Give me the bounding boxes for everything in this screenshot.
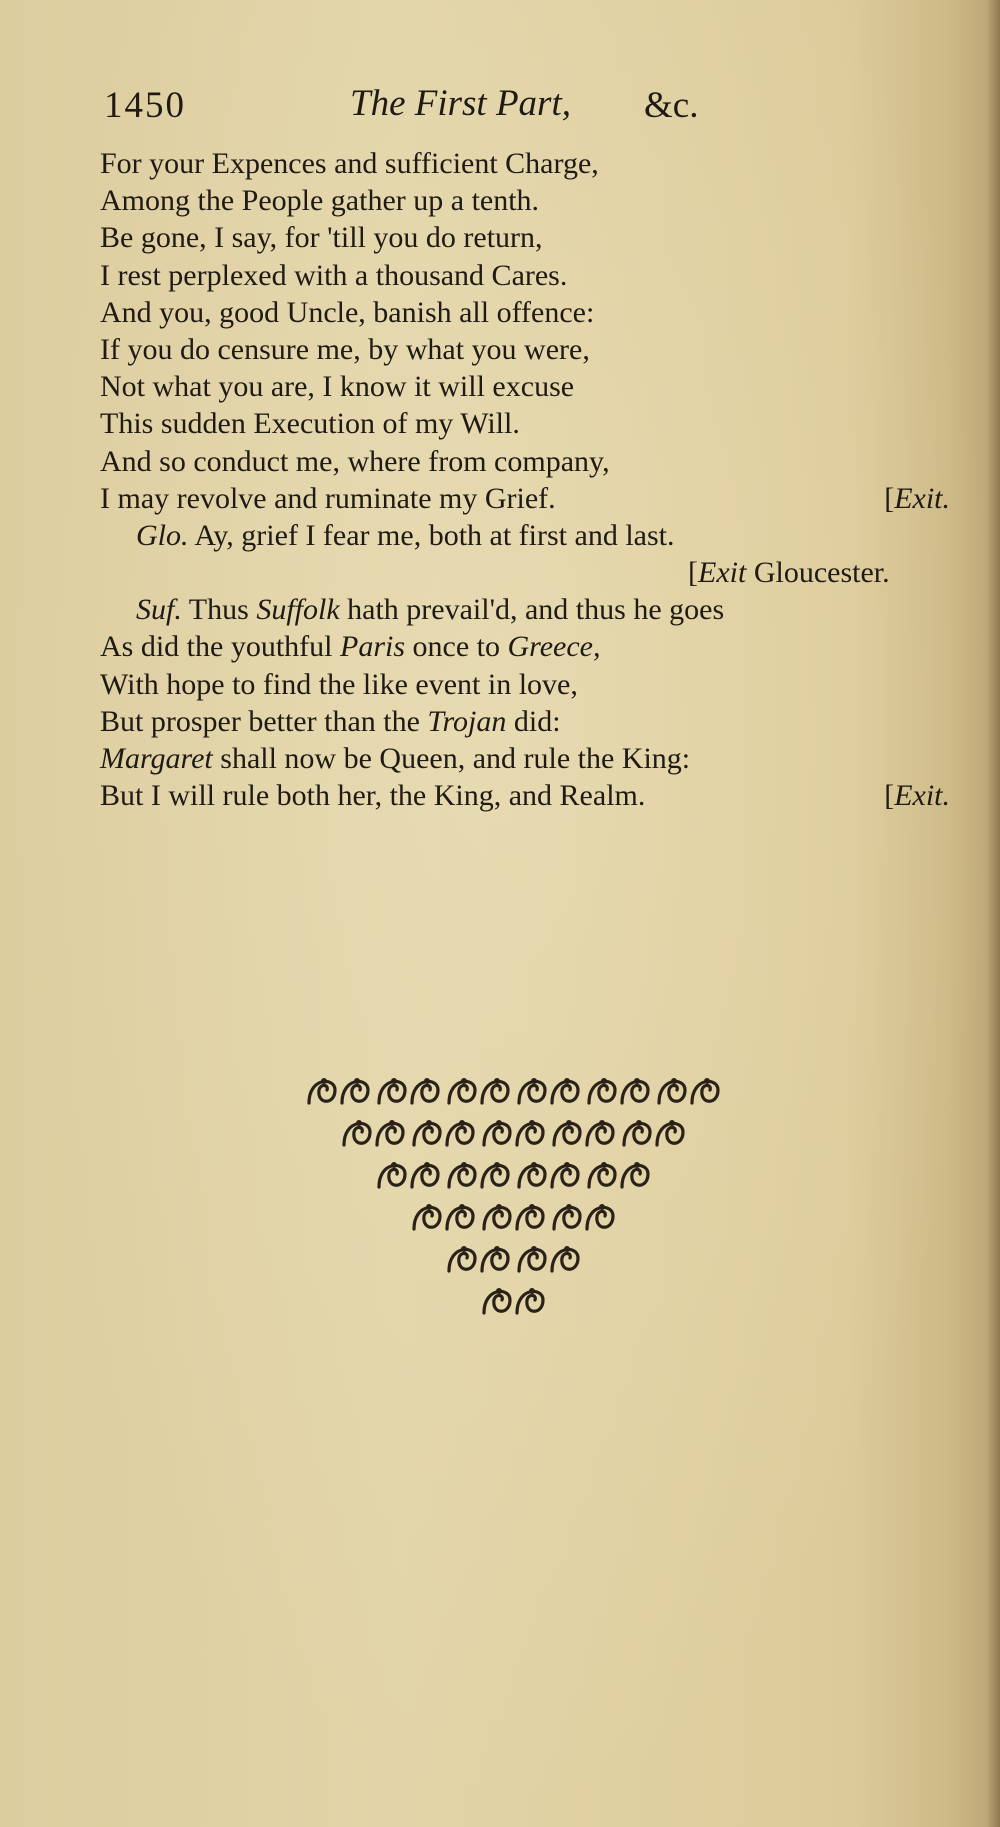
speech-text: Thus	[181, 593, 257, 627]
ornament-unit	[411, 1115, 479, 1149]
verse-line	[100, 740, 950, 777]
stage-direction-bracket: [	[884, 779, 895, 813]
place-name: Greece,	[507, 630, 601, 664]
verse-line: Among the People gather up a tenth.	[100, 184, 540, 218]
speech-line-suffolk	[100, 591, 950, 628]
stage-direction-line	[100, 554, 950, 591]
stage-direction-word: Exit.	[894, 481, 950, 515]
character-name: Margaret	[100, 742, 213, 775]
ornament-unit	[446, 1157, 514, 1191]
verse-line: And so conduct me, where from company,	[100, 444, 610, 478]
stage-direction-bracket: [	[884, 481, 895, 515]
verse-line: Be gone, I say, for 'till you do return,	[100, 221, 543, 255]
running-title-etc: &c.	[644, 85, 699, 126]
stage-direction-bracket: [	[688, 556, 698, 590]
ornament-unit	[516, 1241, 584, 1275]
ornament-unit	[446, 1241, 514, 1275]
verse-text: once to	[405, 630, 508, 664]
ornament-unit	[341, 1115, 409, 1149]
ornament-unit	[621, 1115, 689, 1149]
play-text	[100, 145, 950, 814]
ornament-unit	[516, 1073, 584, 1107]
speech-text: hath prevail'd, and thus he goes	[339, 593, 725, 627]
verse-text: did:	[506, 704, 561, 738]
stage-direction-exit	[884, 480, 950, 517]
stage-direction-character: Gloucester.	[746, 556, 890, 590]
verse-line-text: I may revolve and ruminate my Grief.	[100, 481, 556, 515]
ornament-unit	[551, 1199, 619, 1233]
ornament-unit	[481, 1199, 549, 1233]
verse-line: And you, good Uncle, banish all offence:	[100, 295, 595, 329]
verse-line: If you do censure me, by what you were,	[100, 332, 590, 366]
character-name: Trojan	[427, 704, 507, 738]
verse-line: Not what you are, I know it will excuse	[100, 370, 575, 404]
verse-text: But prosper better than the	[100, 704, 428, 738]
speech-line-gloucester	[100, 517, 950, 554]
verse-line: With hope to find the like event in love,	[100, 667, 578, 701]
stage-direction-exit-gloucester	[688, 554, 890, 591]
verse-line	[100, 480, 950, 517]
speech-text: Ay, grief I fear me, both at first and last.	[188, 518, 675, 552]
ornament-unit	[481, 1115, 549, 1149]
ornament-unit	[411, 1199, 479, 1233]
ornament-unit	[551, 1115, 619, 1149]
ornament-unit	[376, 1157, 444, 1191]
verse-line: I rest perplexed with a thousand Cares.	[100, 258, 568, 292]
page-edge-shadow	[986, 0, 1000, 1827]
speaker-name: Glo.	[136, 518, 189, 552]
page-header	[104, 82, 724, 132]
running-title: The First Part,	[350, 83, 571, 124]
ornament-unit	[376, 1073, 444, 1107]
character-name: Suffolk	[256, 593, 340, 627]
verse-line	[100, 703, 950, 740]
verse-line	[100, 777, 950, 814]
ornament-unit	[656, 1073, 724, 1107]
verse-text: As did the youthful	[100, 630, 340, 664]
ornament-unit	[446, 1073, 514, 1107]
page-number: 1450	[104, 85, 186, 126]
ornament-unit	[516, 1157, 584, 1191]
ornament-unit	[586, 1157, 654, 1191]
verse-line-text: But I will rule both her, the King, and Realm.	[100, 779, 646, 813]
printers-ornament-tailpiece-icon	[300, 1065, 730, 1345]
stage-direction-word: Exit.	[894, 779, 950, 813]
speaker-name: Suf.	[136, 593, 182, 627]
character-name: Paris	[340, 630, 406, 664]
verse-text: shall now be Queen, and rule the King:	[212, 742, 691, 775]
ornament-unit	[481, 1283, 549, 1317]
verse-line: This sudden Execution of my Will.	[100, 407, 520, 441]
verse-line	[100, 628, 950, 665]
ornament-unit	[586, 1073, 654, 1107]
stage-direction-word: Exit	[698, 556, 747, 590]
ornament-unit	[306, 1073, 374, 1107]
stage-direction-exit	[884, 777, 950, 814]
verse-line: For your Expences and sufficient Charge,	[100, 147, 599, 180]
